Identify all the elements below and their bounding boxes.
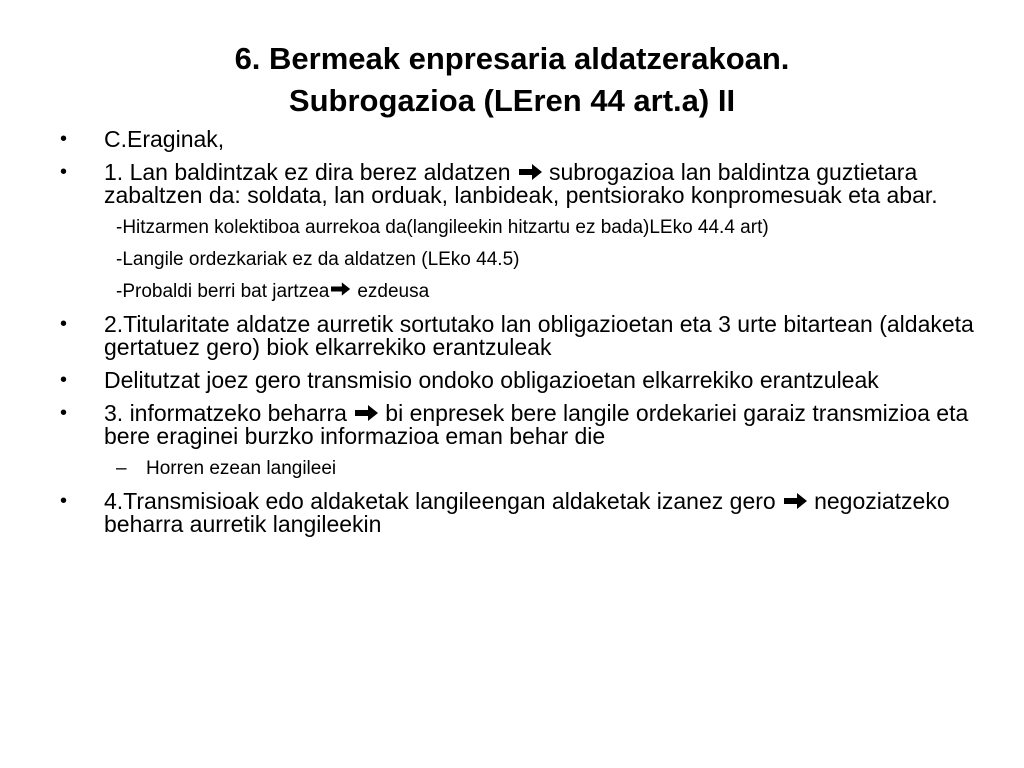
bullet-item bbox=[58, 490, 998, 536]
bullet-item bbox=[58, 128, 998, 151]
bullet-text: 2.Titularitate aldatze aurretik sortutako lan obligazioetan eta 3 urte bitartean (aldaketa gertatuez gero) biok elkarrekiko erantzuleak bbox=[104, 311, 974, 360]
bullet-marker: • bbox=[60, 161, 68, 183]
bullet-text bbox=[104, 161, 998, 207]
bullet-marker: • bbox=[60, 369, 68, 391]
sub-item-text: -Probaldi berri bat jartzea bbox=[116, 281, 330, 302]
sub-item: -Hitzarmen kolektiboa aurrekoa da(langileekin hitzartu ez bada)LEko 44.4 art) bbox=[116, 217, 769, 238]
dash-marker: – bbox=[116, 458, 127, 479]
slide-body bbox=[58, 128, 998, 546]
bullet-marker: • bbox=[60, 128, 68, 150]
bullet-text bbox=[104, 402, 998, 448]
title-line-1: 6. Bermeak enpresaria aldatzerakoan. bbox=[234, 41, 790, 76]
bullet-item bbox=[58, 369, 998, 392]
bullet-marker: • bbox=[60, 313, 68, 335]
sub-item: -Langile ordezkariak ez da aldatzen (LEko 44.5) bbox=[116, 249, 520, 270]
bullet-text-part: bi enpresek bere langile ordekariei garaiz transmizioa eta bere eraginei burzko informazioa eman behar die bbox=[104, 400, 969, 449]
dash-text: Horren ezean langileei bbox=[146, 458, 337, 479]
bullet-text: Delitutzat joez gero transmisio ondoko obligazioetan elkarrekiko erantzuleak bbox=[104, 367, 879, 393]
bullet-item bbox=[58, 161, 998, 207]
bullet-item bbox=[58, 313, 998, 359]
bullet-marker: • bbox=[60, 402, 68, 424]
bullet-text-part: negoziatzeko beharra aurretik langileekin bbox=[104, 488, 950, 537]
right-arrow-icon bbox=[784, 492, 808, 510]
slide-title bbox=[60, 38, 964, 122]
sub-item bbox=[58, 281, 998, 303]
title-line-2: Subrogazioa (LEren 44 art.a) II bbox=[288, 83, 736, 118]
bullet-text bbox=[104, 490, 998, 536]
bullet-text: C.Eraginak, bbox=[104, 126, 225, 152]
bullet-marker: • bbox=[60, 490, 68, 512]
right-arrow-icon bbox=[355, 404, 379, 422]
bullet-text-part: 4.Transmisioak edo aldaketak langileengan aldaketak izanez gero bbox=[104, 488, 783, 514]
right-arrow-icon bbox=[519, 163, 543, 181]
bullet-text-part: subrogazioa lan baldintza guztietara zabaltzen da: soldata, lan orduak, lanbideak, pentsiorako konpromesuak eta abar. bbox=[104, 159, 938, 208]
right-arrow-icon bbox=[331, 281, 351, 297]
sub-item-text: ezdeusa bbox=[357, 281, 430, 302]
bullet-item bbox=[58, 402, 998, 448]
bullet-text-part: 3. informatzeko beharra bbox=[104, 400, 354, 426]
dash-item bbox=[58, 458, 998, 480]
bullet-text-part: 1. Lan baldintzak ez dira berez aldatzen bbox=[104, 159, 517, 185]
